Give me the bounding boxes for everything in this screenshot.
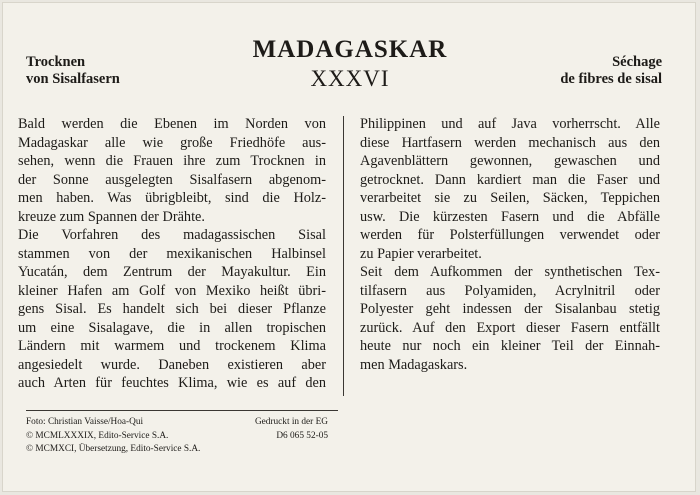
page-title: MADAGASKAR: [252, 36, 448, 63]
text-line: Yucatán, dem Zentrum der Mayakultur. Ein: [18, 264, 326, 280]
text-line: Philippinen und auf Java vorherrscht. Alle: [360, 116, 660, 132]
heading-french: [560, 54, 662, 88]
footer-credits: [26, 416, 200, 457]
text-line: kreuze zum Spannen der Drähte.: [18, 208, 205, 225]
text-line: usw. Die kürzesten Fasern und die Abfälle: [360, 208, 660, 225]
footer-print-info: [248, 416, 328, 443]
text-line: verarbeitet sie zu Seilen, Säcken, Teppichen: [360, 190, 660, 206]
text-column-left: [18, 115, 326, 393]
footer-credit-line: © MCMXCI, Übersetzung, Edito-Service S.A.: [26, 444, 201, 454]
text-column-right: [360, 115, 660, 374]
text-line: kleiner Hafen am Golf von Mexiko heißt übri-: [18, 282, 326, 299]
text-line: zu Papier verarbeitet.: [360, 245, 482, 262]
heading-french-line: de fibres de sisal: [560, 71, 662, 87]
text-line: gens Sisal. Es handelt sich bei dieser Pflanze: [18, 301, 326, 317]
text-line: Polyester geht indessen der Sisalanbau stetig: [360, 301, 660, 317]
text-line: werden für Polsterfüllungen verwendet oder: [360, 227, 660, 243]
text-line: Madagaskar alle wie große Friedhöfe aus-: [18, 134, 326, 151]
text-line: men haben. Was übrigbleibt, sind die Holz-: [18, 190, 326, 206]
card-number: XXXVI: [310, 66, 390, 91]
footer-divider: [26, 410, 338, 411]
heading-french-line: Séchage: [612, 54, 662, 70]
text-line: Seit dem Aufkommen der synthetischen Tex-: [360, 264, 660, 280]
footer-credit-line: © MCMLXXXIX, Edito-Service S.A.: [26, 430, 169, 441]
text-line: heute nur noch ein kleiner Teil der Einnah-: [360, 338, 660, 354]
text-line: stammen von der mexikanischen Halbinsel: [18, 245, 326, 262]
footer-credit-line: Foto: Christian Vaisse/Hoa-Qui: [26, 417, 144, 427]
text-line: um eine Sisalagave, die in allen tropischen: [18, 319, 326, 336]
text-line: Agavenblättern gewonnen, gewaschen und: [360, 153, 660, 169]
text-line: angesiedelt wurde. Daneben existieren aber: [18, 356, 326, 373]
text-line: Bald werden die Ebenen im Norden von: [18, 116, 326, 132]
text-line: Die Vorfahren des madagassischen Sisal: [18, 227, 326, 243]
text-line: zurück. Auf den Export dieser Fasern entfällt: [360, 319, 660, 336]
footer-print-line: D6 065 52-05: [276, 430, 328, 441]
heading-german-line: Trocknen: [26, 54, 86, 70]
text-line: diese Hartfasern werden mechanisch aus den: [360, 134, 660, 151]
text-line: men Madagaskars.: [360, 356, 468, 373]
heading-german-line: von Sisalfasern: [26, 71, 120, 87]
text-line: tilfasern aus Polyamiden, Acrylnitril oder: [360, 282, 660, 299]
text-line: sehen, wenn die Frauen ihre zum Trocknen in: [18, 153, 326, 169]
text-line: der Sonne ausgelegten Sisalfasern abgenom-: [18, 171, 326, 188]
text-line: getrocknet. Dann kardiert man die Faser und: [360, 171, 660, 188]
footer-print-line: Gedruckt in der EG: [254, 417, 328, 427]
text-line: Ländern mit warmem und trockenem Klima: [18, 338, 326, 354]
column-divider: [343, 116, 344, 396]
text-line: auch Arten für feuchtes Klima, wie es auf den: [18, 375, 326, 391]
